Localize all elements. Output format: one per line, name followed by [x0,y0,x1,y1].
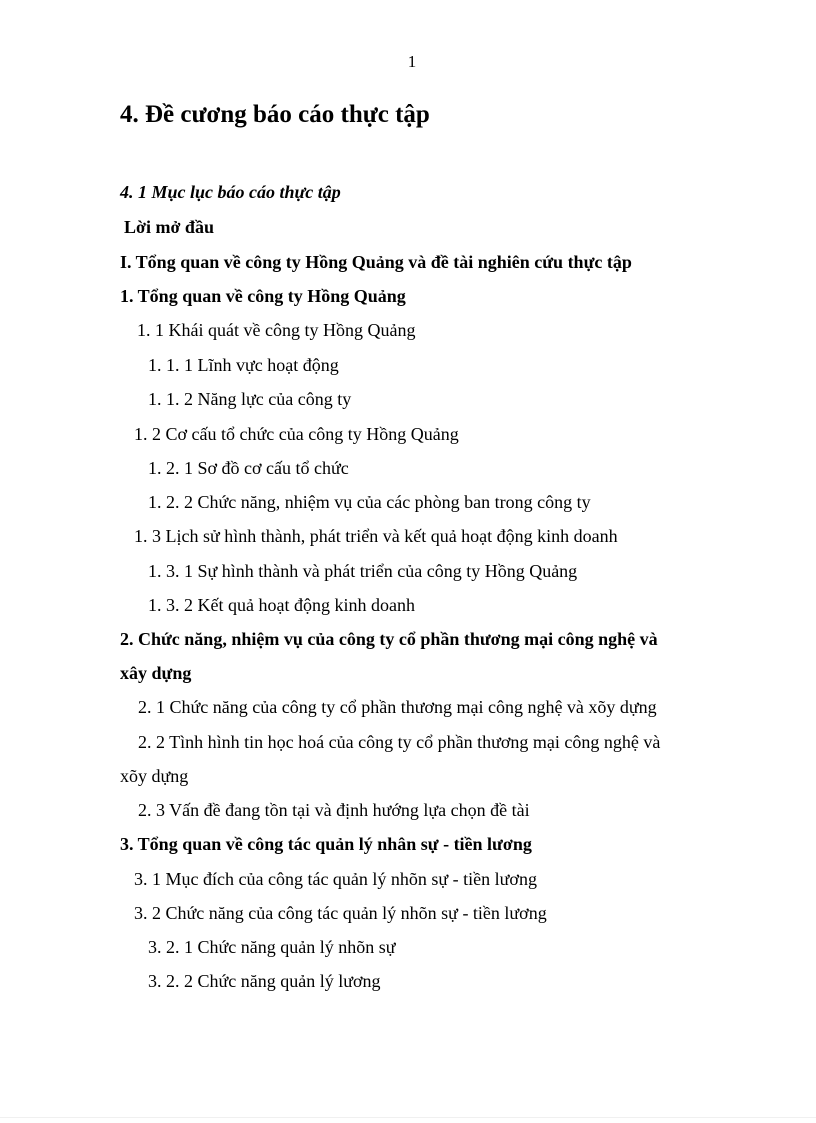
toc-section-item: 2. 3 Vấn đề đang tồn tại và định hướng lựa chọn đề tài [138,800,530,820]
toc-section-item: 2. 1 Chức năng của công ty cổ phần thương mại công nghệ và xõy dựng [138,697,657,717]
toc-item-preface: Lời mở đầu [124,217,214,237]
toc-subsection-item: 1. 1. 1 Lĩnh vực hoạt động [148,355,339,375]
toc-chapter-heading-continued: xây dựng [120,663,192,683]
toc-section-item: 1. 1 Khái quát về công ty Hồng Quảng [137,320,416,340]
toc-section-item: 1. 2 Cơ cấu tổ chức của công ty Hồng Quảng [134,424,459,444]
toc-part-heading: I. Tổng quan về công ty Hồng Quảng và đề tài nghiên cứu thực tập [120,252,632,272]
toc-subsection-item: 1. 2. 1 Sơ đồ cơ cấu tổ chức [148,458,349,478]
toc-section-item: 2. 2 Tình hình tin học hoá của công ty cổ phần thương mại công nghệ và [138,732,661,752]
toc-chapter-heading: 2. Chức năng, nhiệm vụ của công ty cổ phần thương mại công nghệ và [120,629,658,649]
toc-section-item-continued: xõy dựng [120,766,189,786]
toc-section-item: 3. 2 Chức năng của công tác quản lý nhõn sự - tiền lương [134,903,547,923]
toc-chapter-heading: 3. Tổng quan về công tác quản lý nhân sự - tiền lương [120,834,532,854]
toc-section-item: 3. 1 Mục đích của công tác quản lý nhõn sự - tiền lương [134,869,537,889]
toc-subsection-item: 1. 3. 2 Kết quả hoạt động kinh doanh [148,595,415,615]
toc-subsection-item: 1. 3. 1 Sự hình thành và phát triển của công ty Hồng Quảng [148,561,578,581]
toc-heading: 4. 1 Mục lục báo cáo thực tập [120,182,341,202]
toc-subsection-item: 3. 2. 1 Chức năng quản lý nhõn sự [148,937,396,957]
toc-subsection-item: 1. 2. 2 Chức năng, nhiệm vụ của các phòng ban trong công ty [148,492,591,512]
page-number: 1 [407,52,417,71]
page-bottom-rule [0,1117,816,1118]
toc-section-item: 1. 3 Lịch sử hình thành, phát triển và kết quả hoạt động kinh doanh [134,526,618,546]
toc-subsection-item: 1. 1. 2 Năng lực của công ty [148,389,352,409]
page-title: 4. Đề cương báo cáo thực tập [120,101,430,128]
toc-chapter-heading: 1. Tổng quan về công ty Hồng Quảng [120,286,406,306]
toc-subsection-item: 3. 2. 2 Chức năng quản lý lương [148,971,381,991]
